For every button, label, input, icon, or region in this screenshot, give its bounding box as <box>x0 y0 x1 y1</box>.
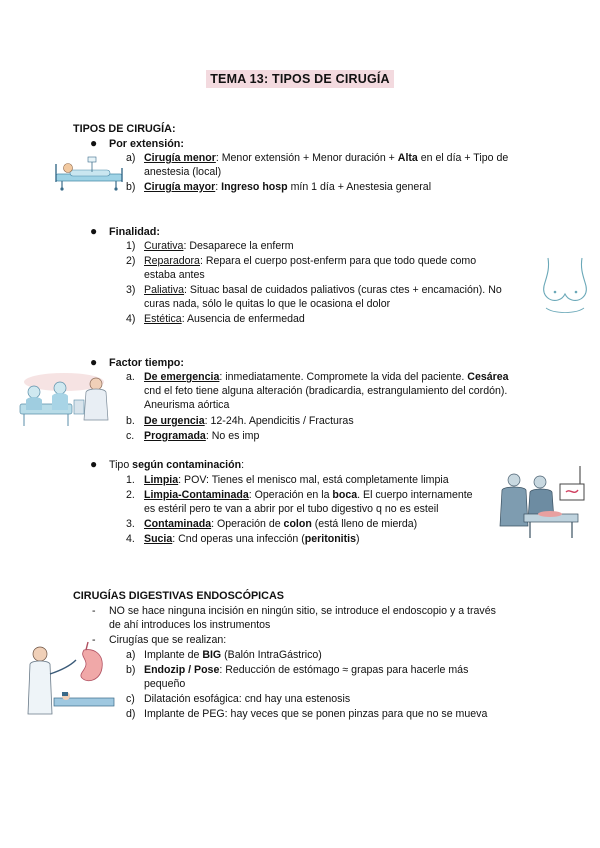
paragraph-text: Cirugías que se realizan: <box>109 634 227 646</box>
list-item-continuation: es estéril pero te van a abrir por el tubo digestivo q no es esteil <box>144 503 439 515</box>
list-marker: b. <box>126 415 135 427</box>
list-item-limpia: Limpia: POV: Tienes el menisco mal, está completamente limpia <box>144 474 449 486</box>
list-item-endozip: Endozip / Pose: Reducción de estómago ≈ grapas para hacerle más <box>144 664 469 676</box>
list-item-cirugia-menor: Cirugía menor: Menor extensión + Menor duración + Alta en el día + Tipo de <box>144 152 509 164</box>
list-item-continuation: Aneurisma aórtica <box>144 399 230 411</box>
hospital-bed-illustration <box>52 156 128 192</box>
section-heading-endoscopicas: CIRUGÍAS DIGESTIVAS ENDOSCÓPICAS <box>73 590 284 602</box>
list-marker: a. <box>126 371 135 383</box>
list-item-continuation: anestesia (local) <box>144 166 222 178</box>
subheading-tiempo: Factor tiempo: <box>109 357 184 369</box>
paragraph-text: NO se hace ninguna incisión en ningún sitio, se introduce el endoscopio y a través <box>109 605 496 617</box>
list-marker: a) <box>126 152 136 164</box>
dash-marker: - <box>92 605 96 617</box>
list-marker: 2) <box>126 255 136 267</box>
dash-marker: - <box>92 634 96 646</box>
list-item-urgencia: De urgencia: 12-24h. Apendicitis / Fracturas <box>144 415 354 427</box>
list-marker: d) <box>126 708 136 720</box>
section-heading-tipos: TIPOS DE CIRUGÍA: <box>73 123 176 135</box>
list-marker: 1) <box>126 240 136 252</box>
list-item-continuation: pequeño <box>144 678 186 690</box>
surgery-team-illustration <box>14 370 112 428</box>
list-item-continuation: cnd el feto tiene alguna alteración (bradicardia, estrangulamiento del cordón). <box>144 385 508 397</box>
paragraph-text: de ahí introduces los instrumentos <box>109 619 271 631</box>
subheading-extension: Por extensión: <box>109 138 184 150</box>
endoscopy-illustration <box>14 640 118 718</box>
list-item-curativa: Curativa: Desaparece la enferm <box>144 240 294 252</box>
subheading-finalidad: Finalidad: <box>109 226 160 238</box>
list-marker: 3. <box>126 518 135 530</box>
operating-room-illustration <box>494 464 586 540</box>
list-item-big: Implante de BIG (Balón IntraGástrico) <box>144 649 322 661</box>
list-item-reparadora: Reparadora: Repara el cuerpo post-enferm para que todo quede como <box>144 255 477 267</box>
list-item-limpia-contaminada: Limpia-Contaminada: Operación en la boca. El cuerpo internamente <box>144 489 473 501</box>
list-item-peg: Implante de PEG: hay veces que se ponen pinzas para que no se mueva <box>144 708 488 720</box>
page-title: TEMA 13: TIPOS DE CIRUGÍA <box>0 72 600 87</box>
subheading-contaminacion: Tipo según contaminación: <box>109 459 245 471</box>
list-item-programada: Programada: No es imp <box>144 430 260 442</box>
list-marker: a) <box>126 649 136 661</box>
list-item-estetica: Estética: Ausencia de enfermedad <box>144 313 305 325</box>
bullet-icon: ● <box>90 224 98 238</box>
list-item-continuation: curas nada, sólo le quitas lo que le ocasiona el dolor <box>144 298 391 310</box>
list-marker: b) <box>126 664 136 676</box>
list-item-cirugia-mayor: Cirugía mayor: Ingreso hosp mín 1 día + Anestesia general <box>144 181 432 193</box>
list-marker: c. <box>126 430 135 442</box>
list-marker: 1. <box>126 474 135 486</box>
list-item-emergencia: De emergencia: inmediatamente. Compromete la vida del paciente. Cesárea <box>144 371 509 383</box>
list-marker: b) <box>126 181 136 193</box>
bullet-icon: ● <box>90 457 98 471</box>
breast-illustration <box>540 256 590 320</box>
list-item-paliativa: Paliativa: Situac basal de cuidados paliativos (curas ctes + encamación). No <box>144 284 502 296</box>
list-marker: 4. <box>126 533 135 545</box>
list-marker: 4) <box>126 313 136 325</box>
bullet-icon: ● <box>90 136 98 150</box>
bullet-icon: ● <box>90 355 98 369</box>
list-item-dilatacion: Dilatación esofágica: cnd hay una estenosis <box>144 693 351 705</box>
list-item-sucia: Sucia: Cnd operas una infección (peritonitis) <box>144 533 360 545</box>
list-marker: c) <box>126 693 135 705</box>
list-marker: 2. <box>126 489 135 501</box>
list-marker: 3) <box>126 284 136 296</box>
list-item-contaminada: Contaminada: Operación de colon (está lleno de mierda) <box>144 518 418 530</box>
list-item-continuation: estaba antes <box>144 269 205 281</box>
